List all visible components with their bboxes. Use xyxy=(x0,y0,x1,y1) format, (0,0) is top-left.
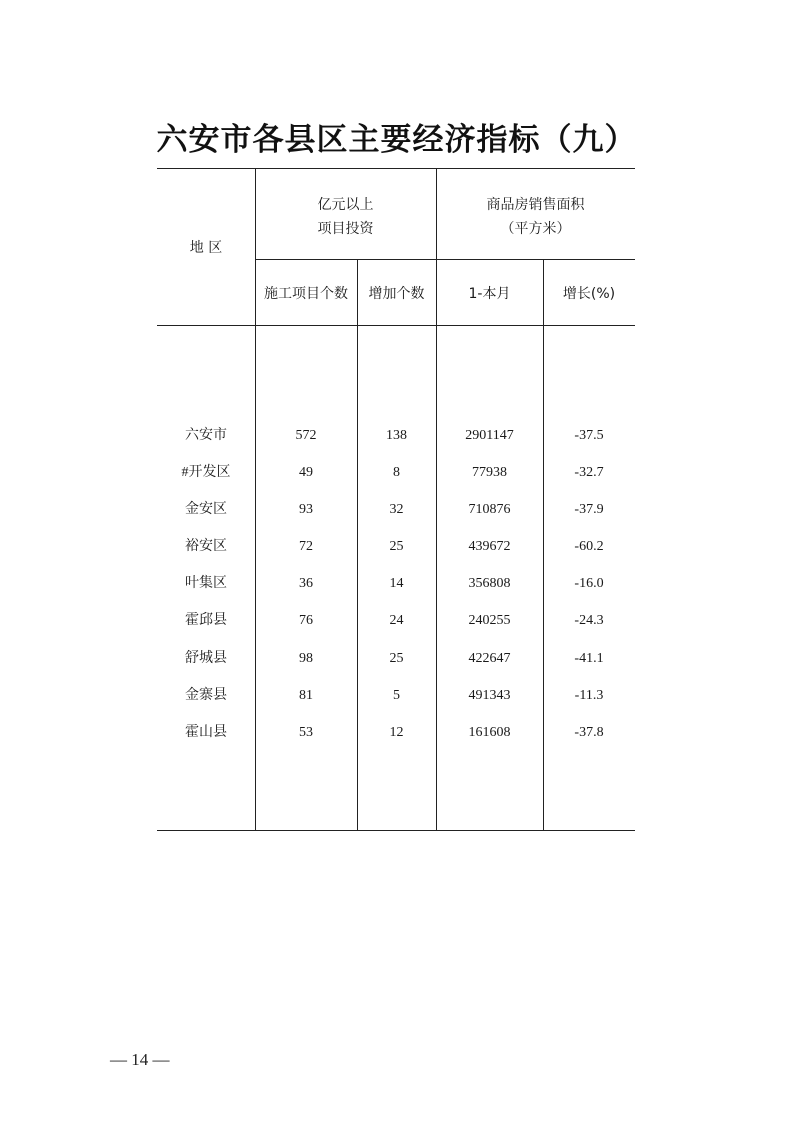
growth-cell: -37.8 xyxy=(574,725,604,740)
table-bottom-rule xyxy=(157,830,635,831)
growth-cell: -11.3 xyxy=(574,688,604,703)
table-row xyxy=(0,611,793,631)
projects-cell: 81 xyxy=(299,688,313,703)
header-col-projects: 施工项目个数 xyxy=(264,286,348,302)
projects-cell: 49 xyxy=(299,465,313,480)
table-row xyxy=(0,686,793,706)
projects-cell: 93 xyxy=(299,502,313,517)
header-col-area: 1-本月 xyxy=(468,286,511,302)
region-cell: 金寨县 xyxy=(185,688,227,703)
table-row xyxy=(0,649,793,669)
region-cell: 金安区 xyxy=(185,502,227,517)
area-cell: 77938 xyxy=(472,465,507,480)
growth-cell: -37.9 xyxy=(574,502,604,517)
area-cell: 491343 xyxy=(468,688,511,703)
header-bottom-rule xyxy=(157,325,635,326)
added-cell: 138 xyxy=(386,428,407,443)
area-cell: 161608 xyxy=(468,725,511,740)
table-row xyxy=(0,426,793,446)
growth-cell: -16.0 xyxy=(574,576,604,591)
header-group-investment-line2: 项目投资 xyxy=(317,221,374,237)
area-cell: 240255 xyxy=(468,613,511,628)
projects-cell: 53 xyxy=(299,725,313,740)
table-row xyxy=(0,574,793,594)
page-number: — 14 — xyxy=(110,1050,170,1069)
projects-cell: 572 xyxy=(295,428,317,443)
projects-cell: 76 xyxy=(299,613,313,628)
growth-cell: -24.3 xyxy=(574,613,604,628)
region-cell: 裕安区 xyxy=(185,539,227,554)
area-cell: 439672 xyxy=(468,539,511,554)
table-top-rule xyxy=(157,168,635,169)
area-cell: 356808 xyxy=(468,576,511,591)
added-cell: 14 xyxy=(389,576,404,591)
header-group-sales-line1: 商品房销售面积 xyxy=(486,197,585,213)
header-group-investment-line1: 亿元以上 xyxy=(317,197,374,213)
growth-cell: -37.5 xyxy=(574,428,604,443)
region-cell: 舒城县 xyxy=(185,651,227,666)
header-group-sales-line2: （平方米） xyxy=(500,221,571,237)
table-row xyxy=(0,537,793,557)
table-row xyxy=(0,463,793,483)
header-mid-rule xyxy=(255,259,635,260)
table-row xyxy=(0,723,793,743)
added-cell: 12 xyxy=(389,725,404,740)
projects-cell: 72 xyxy=(299,539,313,554)
table-row xyxy=(0,500,793,520)
header-col-added: 增加个数 xyxy=(368,286,425,302)
area-cell: 2901147 xyxy=(465,428,514,443)
added-cell: 25 xyxy=(389,651,404,666)
added-cell: 5 xyxy=(393,688,400,703)
added-cell: 24 xyxy=(389,613,404,628)
area-cell: 710876 xyxy=(468,502,511,517)
region-cell: 六安市 xyxy=(185,428,227,443)
header-region: 地 区 xyxy=(189,240,223,256)
projects-cell: 98 xyxy=(299,651,313,666)
area-cell: 422647 xyxy=(468,651,511,666)
page-title: 六安市各县区主要经济指标（九） xyxy=(156,122,637,158)
header-col-growth: 增长(%) xyxy=(562,286,616,302)
added-cell: 25 xyxy=(389,539,404,554)
region-cell: 霍山县 xyxy=(185,725,227,740)
region-cell: #开发区 xyxy=(181,465,231,480)
growth-cell: -41.1 xyxy=(574,651,604,666)
growth-cell: -60.2 xyxy=(574,539,604,554)
projects-cell: 36 xyxy=(299,576,313,591)
added-cell: 32 xyxy=(389,502,404,517)
region-cell: 叶集区 xyxy=(185,576,227,591)
growth-cell: -32.7 xyxy=(574,465,604,480)
added-cell: 8 xyxy=(393,465,400,480)
region-cell: 霍邱县 xyxy=(185,613,227,628)
